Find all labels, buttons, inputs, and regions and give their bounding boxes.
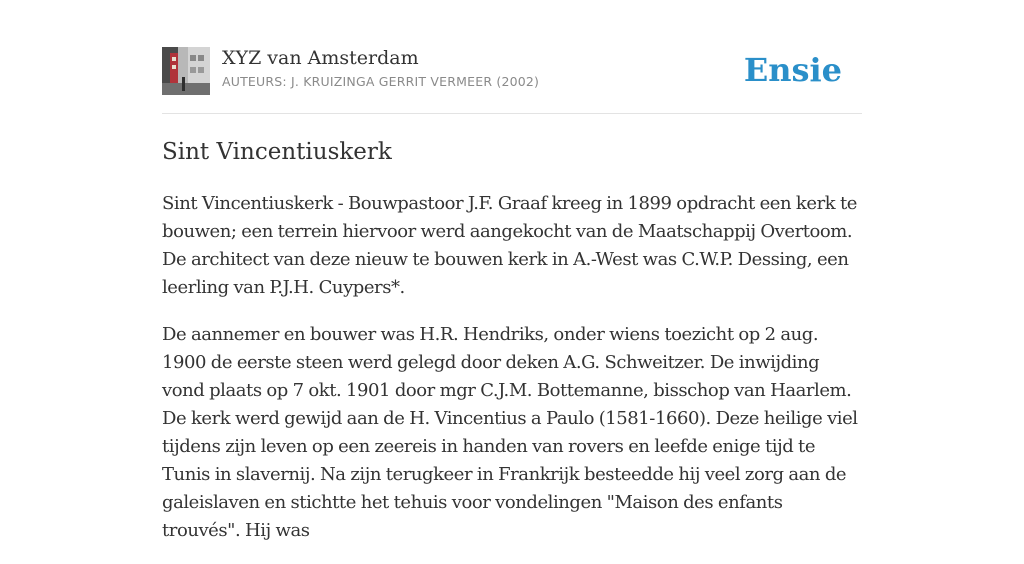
article-paragraph-2: De aannemer en bouwer was H.R. Hendriks, onder wiens toezicht op 2 aug. 1900 de eerste steen werd gelegd door deken A.G. Schweitzer. De inwijding vond plaats op 7 okt. 1901 door mgr C.J.M. Bottemanne, bisschop van Haarlem. De kerk werd gewijd aan de H. Vincentius a Paulo (1581-1660). Deze heilige viel tijdens zijn leven op een zeereis in handen van rovers en leefde enige tijd te Tunis in slavernij. Na zijn terugkeer in Frankrijk besteedde hij veel zorg aan de galeislaven en stichtte het tehuis voor vondelingen "Maison des enfants trouvés". Hij was bbox=[162, 324, 858, 541]
source-avatar[interactable] bbox=[162, 47, 210, 95]
article-paragraph-1: Sint Vincentiuskerk - Bouwpastoor J.F. Graaf kreeg in 1899 opdracht een kerk te bouwen; een terrein hiervoor werd aangekocht van de Maatschappij Overtoom. De architect van deze nieuw te bouwen kerk in A.-West was C.W.P. Dessing, een leerling van P.J.H. Cuypers*. bbox=[162, 193, 857, 298]
source-title[interactable]: XYZ van Amsterdam bbox=[222, 47, 419, 69]
article-body bbox=[162, 190, 864, 564]
avatar-image-icon bbox=[162, 47, 210, 95]
article-title: Sint Vincentiuskerk bbox=[162, 139, 392, 165]
source-authors: AUTEURS: J. KRUIZINGA GERRIT VERMEER (2002) bbox=[222, 74, 540, 89]
source-header bbox=[162, 46, 862, 96]
ensie-logo[interactable]: Ensie bbox=[743, 51, 842, 89]
header-divider bbox=[162, 113, 862, 114]
